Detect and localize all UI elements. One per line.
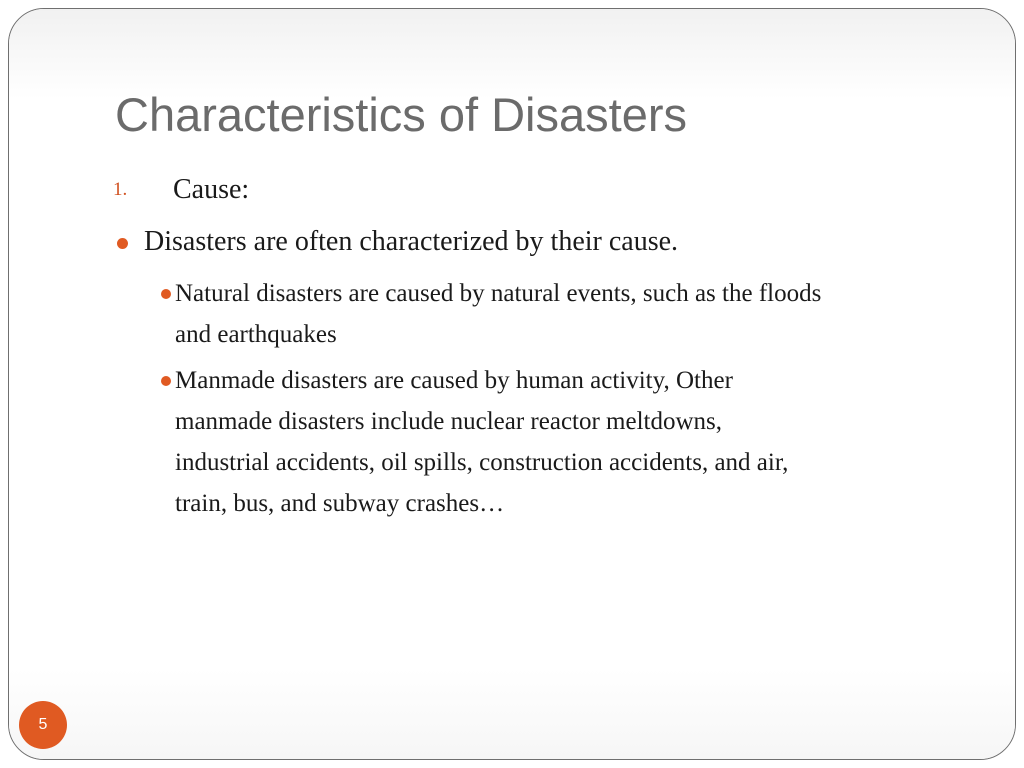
page-number: 5 [38,716,48,733]
slide-title: Characteristics of Disasters [115,88,687,141]
page-number-badge [19,701,67,749]
slide-body [9,9,1015,759]
sub-bullet-dot-icon [161,376,171,386]
sub-bullet-1-line-2: and earthquakes [175,321,337,348]
slide [8,8,1016,760]
bullet-dot-icon [117,238,128,249]
numbered-item-marker: 1. [113,179,128,200]
numbered-item-text: Cause: [173,174,250,205]
sub-bullet-1-line-1: Natural disasters are caused by natural events, such as the floods [175,280,822,307]
sub-bullet-2-line-3: industrial accidents, oil spills, construction accidents, and air, [175,449,789,476]
main-bullet-text: Disasters are often characterized by their cause. [144,226,679,257]
sub-bullet-2-line-4: train, bus, and subway crashes… [175,490,505,517]
sub-bullet-2-line-2: manmade disasters include nuclear reactor meltdowns, [175,408,723,435]
sub-bullet-dot-icon [161,289,171,299]
sub-bullet-2-line-1: Manmade disasters are caused by human activity, Other [175,367,733,394]
